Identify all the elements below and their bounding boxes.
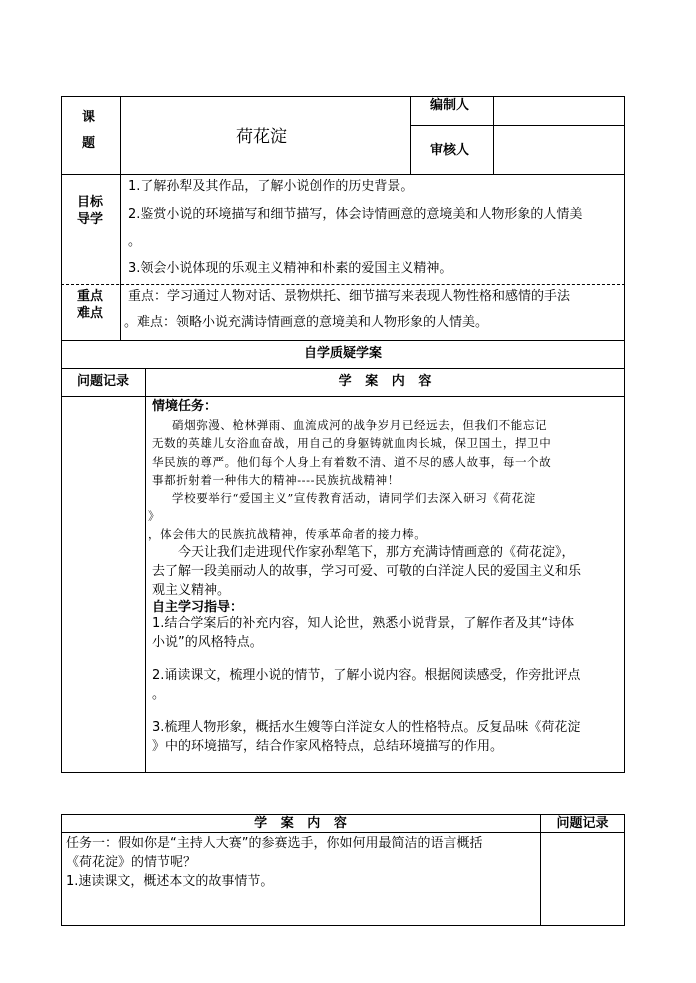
table-border bbox=[61, 772, 625, 773]
table-border bbox=[410, 96, 411, 174]
guide-label: 自主学习指导： bbox=[152, 600, 244, 615]
section-title: 自学质疑学案 bbox=[303, 346, 382, 361]
page-title: 荷花淀 bbox=[236, 127, 287, 147]
column-header-content: 学 案 内 容 bbox=[338, 374, 432, 389]
scenario-line: 无数的英雄儿女浴血奋战，用自己的身躯铸就血肉长城，保卫国土，捍卫中 bbox=[152, 436, 552, 450]
intro-line: 今天让我们走进现代作家孙犁笔下，那方充满诗情画意的《荷花淀》， bbox=[178, 545, 575, 560]
scenario-line: ，体会伟大的民族抗战精神，传承革命者的接力棒。 bbox=[148, 527, 427, 541]
intro-line: 去了解一段美丽动人的故事，学习可爱、可敬的白洋淀人民的爱国主义和乐 bbox=[152, 564, 582, 579]
guide-item: 3.梳理人物形象，概括水生嫂等白洋淀女人的性格特点。反复品味《荷花淀 bbox=[152, 720, 581, 735]
goal-item: 2.鉴赏小说的环境描写和细节描写，体会诗情画意的意境美和人物形象的人情美 bbox=[128, 207, 583, 222]
table-border bbox=[61, 96, 625, 97]
guide-item: 》中的环境描写，结合作家风格特点，总结环境描写的作用。 bbox=[152, 739, 504, 754]
keypoints-label: 重点 bbox=[77, 289, 104, 304]
guide-item: 。 bbox=[152, 687, 166, 702]
scenario-line: 》 bbox=[148, 509, 161, 523]
editor-label: 编制人 bbox=[430, 98, 470, 113]
table-border bbox=[624, 814, 625, 925]
goals-label: 目标 bbox=[77, 195, 104, 210]
scenario-line: 学校要举行“爱国主义”宣传教育活动，请同学们去深入研习《荷花淀 bbox=[172, 491, 536, 505]
table-border bbox=[61, 284, 625, 285]
goals-label: 导学 bbox=[77, 212, 104, 227]
column-header-content: 学 案 内 容 bbox=[254, 816, 347, 831]
subject-label: 课 bbox=[82, 110, 96, 125]
table-border bbox=[61, 174, 625, 175]
keypoints-label: 难点 bbox=[77, 306, 104, 321]
table-border bbox=[624, 96, 625, 772]
column-header-notes: 问题记录 bbox=[556, 816, 609, 831]
reviewer-label: 审核人 bbox=[430, 143, 470, 158]
table-border bbox=[61, 96, 62, 772]
task-line: 任务一：假如你是“主持人大赛”的参赛选手，你如何用最简洁的语言概括 bbox=[66, 836, 483, 851]
keypoints-text: 重点：学习通过人物对话、景物烘托、细节描写来表现人物性格和感情的手法 bbox=[128, 289, 571, 304]
table-border bbox=[410, 125, 625, 126]
table-border bbox=[120, 96, 121, 340]
subject-label: 题 bbox=[82, 136, 96, 151]
table-border bbox=[145, 368, 146, 772]
scenario-line: 华民族的尊严。他们每个人身上有着数不清、道不尽的感人故事，每一个故 bbox=[152, 455, 552, 469]
task-line: 1.速读课文，概述本文的故事情节。 bbox=[66, 874, 274, 889]
guide-item: 1.结合学案后的补充内容，知人论世，熟悉小说背景，了解作者及其“诗体 bbox=[152, 616, 575, 631]
column-header-notes: 问题记录 bbox=[76, 374, 129, 389]
guide-item: 2.诵读课文，梳理小说的情节，了解小说内容。根据阅读感受，作旁批评点 bbox=[152, 668, 581, 683]
scenario-line: 硝烟弥漫、枪林弹雨、血流成河的战争岁月已经远去，但我们不能忘记 bbox=[172, 418, 548, 432]
keypoints-text: 。难点：领略小说充满诗情画意的意境美和人物形象的人情美。 bbox=[124, 315, 489, 330]
goal-item: 1.了解孙犁及其作品，了解小说创作的历史背景。 bbox=[128, 179, 414, 194]
intro-line: 观主义精神。 bbox=[152, 583, 231, 598]
table-border bbox=[61, 925, 625, 926]
goal-item: 。 bbox=[128, 234, 142, 249]
guide-item: 小说”的风格特点。 bbox=[152, 635, 263, 650]
task-line: 《荷花淀》的情节呢？ bbox=[66, 855, 197, 870]
scenario-task-label: 情境任务： bbox=[152, 399, 218, 414]
goal-item: 3.领会小说体现的乐观主义精神和朴素的爱国主义精神。 bbox=[128, 261, 453, 276]
table-border bbox=[493, 96, 494, 174]
scenario-line: 事都折射着一种伟大的精神----民族抗战精神！ bbox=[152, 473, 400, 487]
